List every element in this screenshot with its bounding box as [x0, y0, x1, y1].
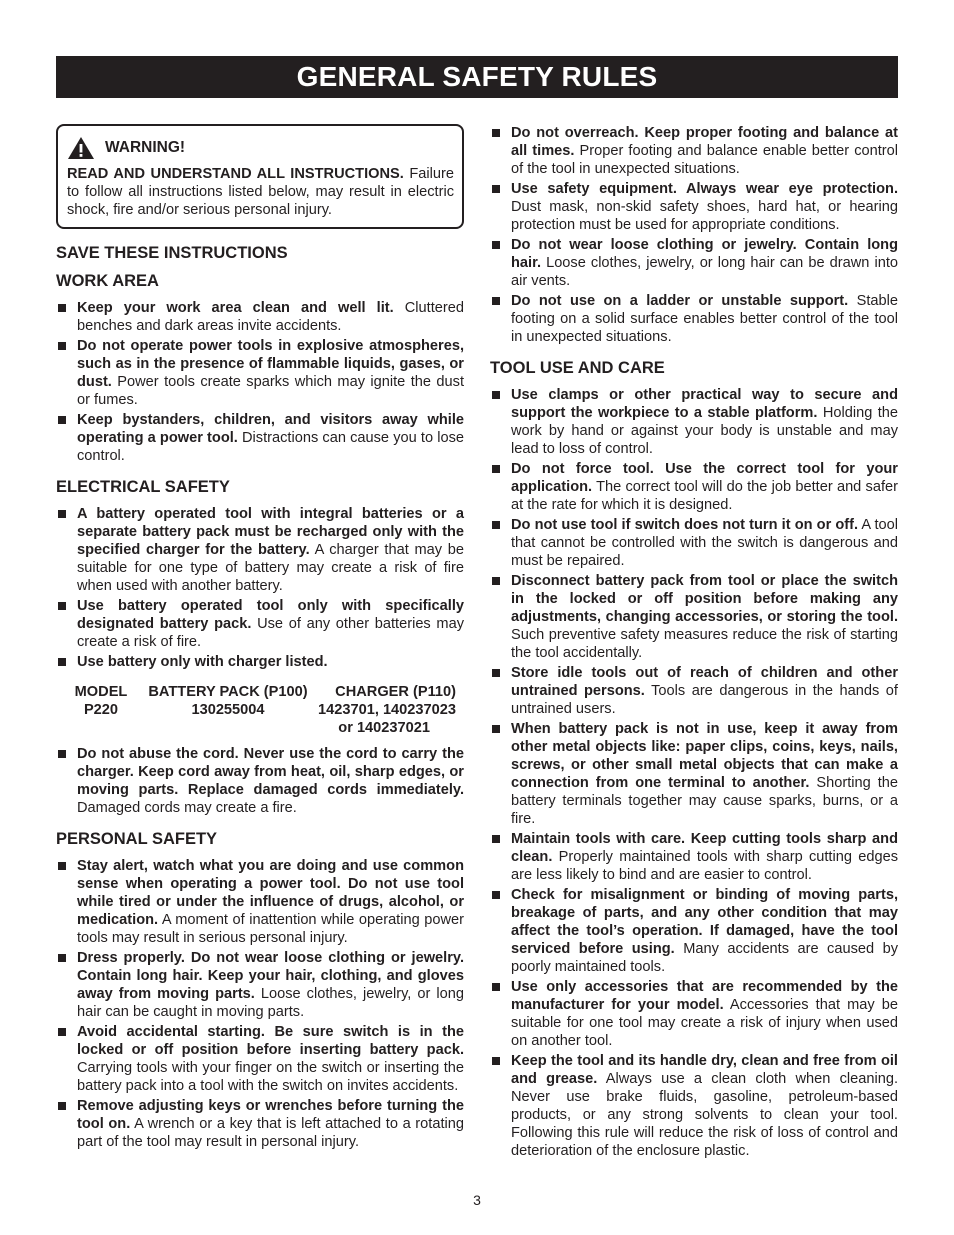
list-item-bold: Keep your work area clean and well lit. — [77, 300, 394, 316]
list-item-bold: Do not wear loose clothing or jewelry. Contain long hair. — [511, 237, 898, 271]
list-item-bold: Disconnect battery pack from tool or place the switch in the locked or off position before making any adjustments, changing accessories, or storing the tool. — [511, 573, 898, 625]
list-item-text: A wrench or a key that is left attached to a rotating part of the tool may result in personal injury. — [77, 1116, 464, 1150]
list-item-text: Always use a clean cloth when cleaning. Never use brake fluids, gasoline, petroleum-based products, or any strong solvents to clean your tool. Following this rule will reduce the risk of loss of control and deterioration of the enclosure plastic. — [511, 1071, 898, 1159]
page-number: 3 — [473, 1192, 481, 1208]
list-item-bold: Use clamps or other practical way to secure and support the workpiece to a stable platform. — [511, 387, 898, 421]
list-item-text: The correct tool will do the job better and safer at the rate for which it is designed. — [511, 479, 898, 513]
list-item-text: Many accidents are caused by poorly maintained tools. — [511, 941, 898, 975]
list-item — [490, 664, 898, 718]
list-item-text: Tools are dangerous in the hands of untrained users. — [511, 683, 898, 717]
list-item-bold: Avoid accidental starting. Be sure switch is in the locked or off position before inserting battery pack. — [77, 1024, 464, 1058]
list-item — [490, 830, 898, 884]
list-item-bold: When battery pack is not in use, keep it away from other metal objects like: paper clips, coins, keys, nails, screws, or other small metal objects that can make a connection from one terminal to another. — [511, 721, 898, 791]
list-item-text: Dust mask, non-skid safety shoes, hard hat, or hearing protection must be used for appropriate conditions. — [511, 199, 898, 233]
model-spec-table — [64, 683, 456, 737]
list-item — [490, 460, 898, 514]
list-item-text: A tool that cannot be controlled with the switch is dangerous and must be repaired. — [511, 517, 898, 569]
tool-use-heading: TOOL USE AND CARE — [490, 359, 665, 377]
save-instructions-heading: SAVE THESE INSTRUCTIONS — [56, 244, 288, 262]
list-item — [490, 180, 898, 234]
spec-charger-line1: 1423701, 140237023 — [318, 702, 456, 718]
tool-use-list — [490, 386, 898, 1160]
personal-safety-list-continued — [490, 124, 898, 346]
page-title: GENERAL SAFETY RULES — [56, 56, 898, 98]
list-item-bold: Stay alert, watch what you are doing and use common sense when operating a power tool. Do not use tool while tired or under the influence of drugs, alcohol, or medication. — [77, 858, 464, 928]
list-item-bold: Store idle tools out of reach of children and other untrained persons. — [511, 665, 898, 699]
right-column — [490, 124, 898, 1162]
list-item — [56, 337, 464, 409]
list-item-text: Loose clothes, jewelry, or long hair can be drawn into air vents. — [511, 255, 898, 289]
list-item-bold: Use only accessories that are recommended by the manufacturer for your model. — [511, 979, 898, 1013]
list-item-bold: Use battery only with charger listed. — [77, 654, 328, 670]
warning-label: WARNING! — [105, 139, 186, 156]
list-item-text: Shorting the battery terminals together may cause sparks, burns, or a fire. — [511, 775, 898, 827]
spec-charger-line2: or 140237021 — [338, 720, 430, 736]
left-column — [56, 124, 464, 1153]
list-item-text: Damaged cords may create a fire. — [77, 800, 297, 816]
list-item-bold: A battery operated tool with integral batteries or a separate battery pack must be recharged only with the specified charger for the battery. — [77, 506, 464, 558]
list-item — [490, 1052, 898, 1160]
list-item — [490, 236, 898, 290]
list-item-bold: Do not abuse the cord. Never use the cord to carry the charger. Keep cord away from heat, oil, sharp edges, or moving parts. Replace damaged cords immediately. — [77, 746, 464, 798]
list-item — [490, 516, 898, 570]
list-item-bold: Remove adjusting keys or wrenches before turning the tool on. — [77, 1098, 464, 1132]
list-item-bold: Keep bystanders, children, and visitors away while operating a power tool. — [77, 412, 464, 446]
list-item — [56, 857, 464, 947]
spec-header-model: MODEL — [74, 684, 128, 700]
list-item — [56, 1097, 464, 1151]
warning-text — [67, 165, 454, 219]
spec-header-row — [64, 683, 456, 701]
list-item-text: Proper footing and balance enable better control of the tool in unexpected situations. — [511, 143, 898, 177]
spec-battery: 130255004 — [191, 702, 265, 718]
list-item-text: Use of any other batteries may create a risk of fire. — [77, 616, 464, 650]
list-item-bold: Do not force tool. Use the correct tool for your application. — [511, 461, 898, 495]
work-area-list — [56, 299, 464, 465]
warning-lead: READ AND UNDERSTAND ALL INSTRUCTIONS. — [67, 166, 404, 182]
list-item-text: Power tools create sparks which may ignite the dust or fumes. — [77, 374, 464, 408]
work-area-heading: WORK AREA — [56, 272, 159, 290]
list-item-text: Accessories that may be suitable for one tool may create a risk of injury when used on another tool. — [511, 997, 898, 1049]
list-item-text: Loose clothes, jewelry, or long hair can be caught in moving parts. — [77, 986, 464, 1020]
spec-data-row — [64, 701, 456, 737]
list-item — [490, 572, 898, 662]
list-item-text: A moment of inattention while operating power tools may result in serious personal injury. — [77, 912, 464, 946]
warning-header — [67, 136, 454, 160]
list-item-text: Stable footing on a solid surface enables better control of the tool in unexpected situations. — [511, 293, 899, 345]
warning-triangle-icon — [67, 136, 95, 160]
list-item-bold: Maintain tools with care. Keep cutting tools sharp and clean. — [511, 831, 898, 865]
list-item-bold: Dress properly. Do not wear loose clothing or jewelry. Contain long hair. Keep your hair, clothing, and gloves away from moving parts. — [77, 950, 464, 1002]
list-item-text: A charger that may be suitable for one type of battery may create a risk of fire when used with another battery. — [77, 542, 464, 594]
list-item-text: Carrying tools with your finger on the switch or inserting the battery pack into a tool with the switch on invites accidents. — [77, 1060, 464, 1094]
list-item-text: Distractions can cause you to lose control. — [77, 430, 464, 464]
list-item — [490, 886, 898, 976]
list-item-text: Properly maintained tools with sharp cutting edges are less likely to bind and are easier to control. — [511, 849, 898, 883]
list-item — [490, 978, 898, 1050]
list-item — [490, 386, 898, 458]
list-item-text: Such preventive safety measures reduce the risk of starting the tool accidentally. — [511, 627, 898, 661]
list-item-bold: Use safety equipment. Always wear eye protection. — [511, 181, 898, 197]
list-item — [56, 505, 464, 595]
spec-header-battery: BATTERY PACK (P100) — [148, 684, 308, 700]
spec-model: P220 — [83, 702, 119, 718]
spec-header-charger: CHARGER (P110) — [335, 684, 456, 700]
warning-body: Failure to follow all instructions listed below, may result in electric shock, fire and/or serious personal injury. — [67, 166, 454, 218]
list-item-bold: Keep the tool and its handle dry, clean and free from oil and grease. — [511, 1053, 898, 1087]
electrical-safety-list — [56, 505, 464, 671]
list-item-text: Holding the work by hand or against your body is unstable and may lead to loss of control. — [511, 405, 898, 457]
list-item — [56, 653, 464, 671]
list-item — [56, 745, 464, 817]
list-item-bold: Do not use tool if switch does not turn it on or off. — [511, 517, 859, 533]
electrical-safety-heading: ELECTRICAL SAFETY — [56, 478, 230, 496]
personal-safety-list — [56, 857, 464, 1151]
list-item — [56, 1023, 464, 1095]
list-item-bold: Use battery operated tool only with specifically designated battery pack. — [77, 598, 464, 632]
list-item-text: Cluttered benches and dark areas invite accidents. — [77, 300, 464, 334]
list-item-bold: Do not use on a ladder or unstable support. — [511, 293, 849, 309]
list-item — [490, 720, 898, 828]
list-item — [490, 124, 898, 178]
spec-charger — [318, 701, 456, 737]
warning-box — [56, 124, 464, 229]
list-item-bold: Do not overreach. Keep proper footing and balance at all times. — [511, 125, 898, 159]
list-item-bold: Check for misalignment or binding of moving parts, breakage of parts, and any other condition that may affect the tool’s operation. If damaged, have the tool serviced before using. — [511, 887, 898, 957]
list-item — [56, 949, 464, 1021]
personal-safety-heading: PERSONAL SAFETY — [56, 830, 218, 848]
electrical-safety-list-continued — [56, 745, 464, 817]
list-item — [490, 292, 898, 346]
list-item-bold: Do not operate power tools in explosive atmospheres, such as in the presence of flammable liquids, gases, or dust. — [77, 338, 464, 390]
list-item — [56, 411, 464, 465]
list-item — [56, 299, 464, 335]
list-item — [56, 597, 464, 651]
